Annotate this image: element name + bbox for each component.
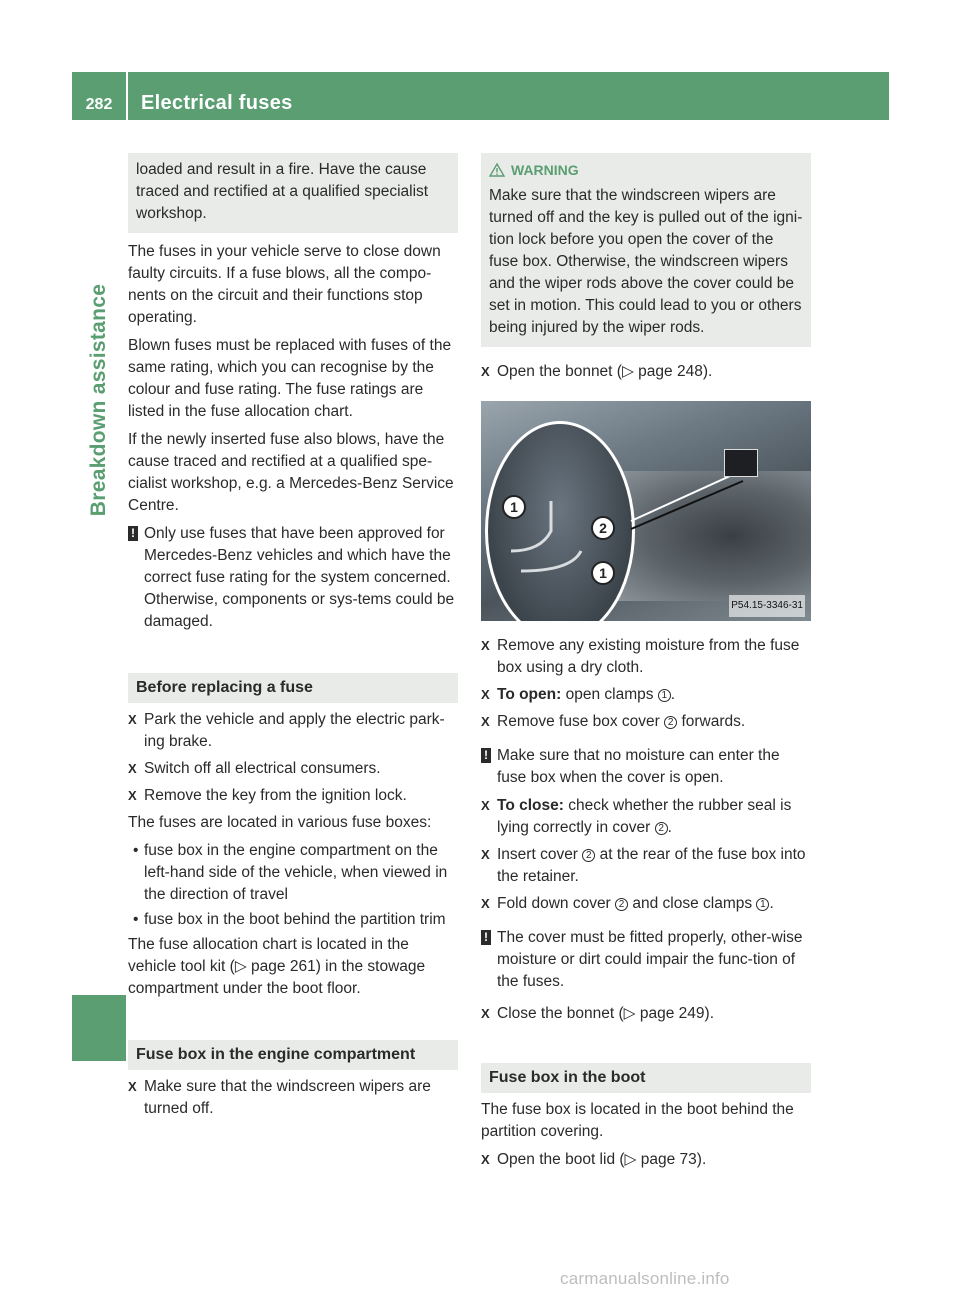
paragraph: The fuses in your vehicle serve to close down faulty circuits. If a fuse blows, all the compo-nents on the circuit and their functions stop operating.	[128, 243, 441, 326]
exclamation-icon: !	[481, 930, 491, 945]
note	[128, 523, 458, 633]
step-item: X Remove the key from the ignition lock.	[128, 785, 458, 807]
callout-clamp-top: 1	[502, 495, 526, 519]
step-item: X Open the bonnet (▷ page 248).	[481, 361, 811, 383]
paragraph: If the newly inserted fuse also blows, have the cause traced and rectified at a qualified spe-cialist workshop, e.g. a Mercedes-Benz Service Centre.	[128, 431, 454, 514]
warning-heading	[489, 159, 803, 181]
paragraph: The fuse allocation chart is located in the vehicle tool kit (▷ page 261) in the stowage compartment under the boot floor.	[128, 936, 426, 997]
watermark: carmanualsonline.info	[560, 1269, 730, 1288]
warning-box	[481, 153, 811, 347]
warning-title: WARNING	[511, 162, 579, 178]
callout-ref-2: 2	[655, 822, 668, 835]
step-label: To open:	[497, 686, 562, 703]
step-text: forwards.	[681, 713, 746, 730]
step-text: Remove fuse box cover	[497, 713, 660, 730]
step-text: open clamps	[565, 686, 654, 703]
page-title: Electrical fuses	[141, 92, 293, 114]
photo-reference-code: P54.15-3346-31	[729, 595, 805, 617]
callout-ref-2: 2	[582, 849, 595, 862]
note-text: The cover must be fitted properly, other-wise moisture or dirt could impair the func-tion of the fuses.	[497, 929, 803, 990]
exclamation-icon: !	[128, 526, 138, 541]
warning-text: Make sure that the windscreen wipers are turned off and the key is pulled out of the igni-tion lock before you open the cover of the fuse box. Otherwise, the windscreen wipers and the wiper rods above the cover could be set in motion. This could lead to you or others being injured by the wiper rods.	[489, 187, 803, 336]
header-divider	[126, 72, 128, 120]
step-text: check whether the rubber seal is lying correctly in cover	[497, 797, 792, 836]
note	[481, 927, 811, 993]
step-item: X To open: open clamps 1 .	[481, 684, 811, 706]
step-item: X Open the boot lid (▷ page 73).	[481, 1149, 811, 1171]
note-text: Make sure that no moisture can enter the fuse box when the cover is open.	[497, 747, 780, 786]
step-text: and close clamps	[632, 895, 753, 912]
note-text: Only use fuses that have been approved for Mercedes-Benz vehicles and which have the correct fuse rating for the system concerned. Otherwise, components or sys-tems could be damaged.	[144, 525, 455, 630]
page-number: 282	[85, 96, 113, 113]
side-tab-label: Breakdown assistance	[87, 283, 110, 517]
engine-compartment-photo	[481, 401, 811, 621]
exclamation-icon: !	[481, 748, 491, 763]
side-tab-block	[72, 995, 126, 1061]
step-text: at the rear of the fuse box into the retainer.	[497, 846, 806, 885]
note	[481, 745, 811, 789]
section-heading: Fuse box in the boot	[481, 1063, 811, 1093]
section-heading: Fuse box in the engine compartment	[128, 1040, 458, 1070]
step-item: X To close: check whether the rubber seal is lying correctly in cover 2 .	[481, 795, 811, 839]
section-heading: Before replacing a fuse	[128, 673, 458, 703]
callout-ref-2: 2	[664, 716, 677, 729]
list-item: • fuse box in the boot behind the partition trim	[128, 909, 458, 931]
step-item	[481, 711, 811, 733]
step-item: X Remove any existing moisture from the fuse box using a dry cloth.	[481, 635, 811, 679]
callout-ref-1: 1	[756, 898, 769, 911]
step-item: X Close the bonnet (▷ page 249).	[481, 1003, 811, 1025]
warning-triangle-icon	[489, 163, 505, 177]
step-label: To close:	[497, 797, 564, 814]
step-text: Fold down cover	[497, 895, 611, 912]
step-item	[481, 844, 811, 888]
right-column	[481, 153, 811, 1176]
fuse-box-marker	[724, 449, 758, 477]
callout-ref-1: 1	[658, 689, 671, 702]
callout-cover: 2	[591, 516, 615, 540]
step-item: X Make sure that the windscreen wipers are turned off.	[128, 1076, 458, 1120]
paragraph: Blown fuses must be replaced with fuses of the same rating, which you can recognise by the colour and fuse rating. The fuse ratings are listed in the fuse allocation chart.	[128, 337, 452, 420]
callout-ref-2: 2	[615, 898, 628, 911]
continued-warning-box	[128, 153, 458, 233]
list-item: • fuse box in the engine compartment on the left-hand side of the vehicle, when viewed in the direction of travel	[128, 840, 458, 906]
step-item: X Park the vehicle and apply the electric park-ing brake.	[128, 709, 458, 753]
callout-lines	[481, 401, 811, 621]
step-item: X Switch off all electrical consumers.	[128, 758, 458, 780]
continued-warning-text: loaded and result in a fire. Have the cause traced and rectified at a qualified specialist workshop.	[136, 161, 429, 222]
step-item: X Fold down cover 2 and close clamps 1 .	[481, 893, 811, 915]
step-text: Insert cover	[497, 846, 578, 863]
callout-clamp-bottom: 1	[591, 561, 615, 585]
paragraph: The fuse box is located in the boot behind the partition covering.	[481, 1101, 794, 1140]
paragraph: The fuses are located in various fuse boxes:	[128, 814, 432, 831]
left-column	[128, 153, 458, 1125]
